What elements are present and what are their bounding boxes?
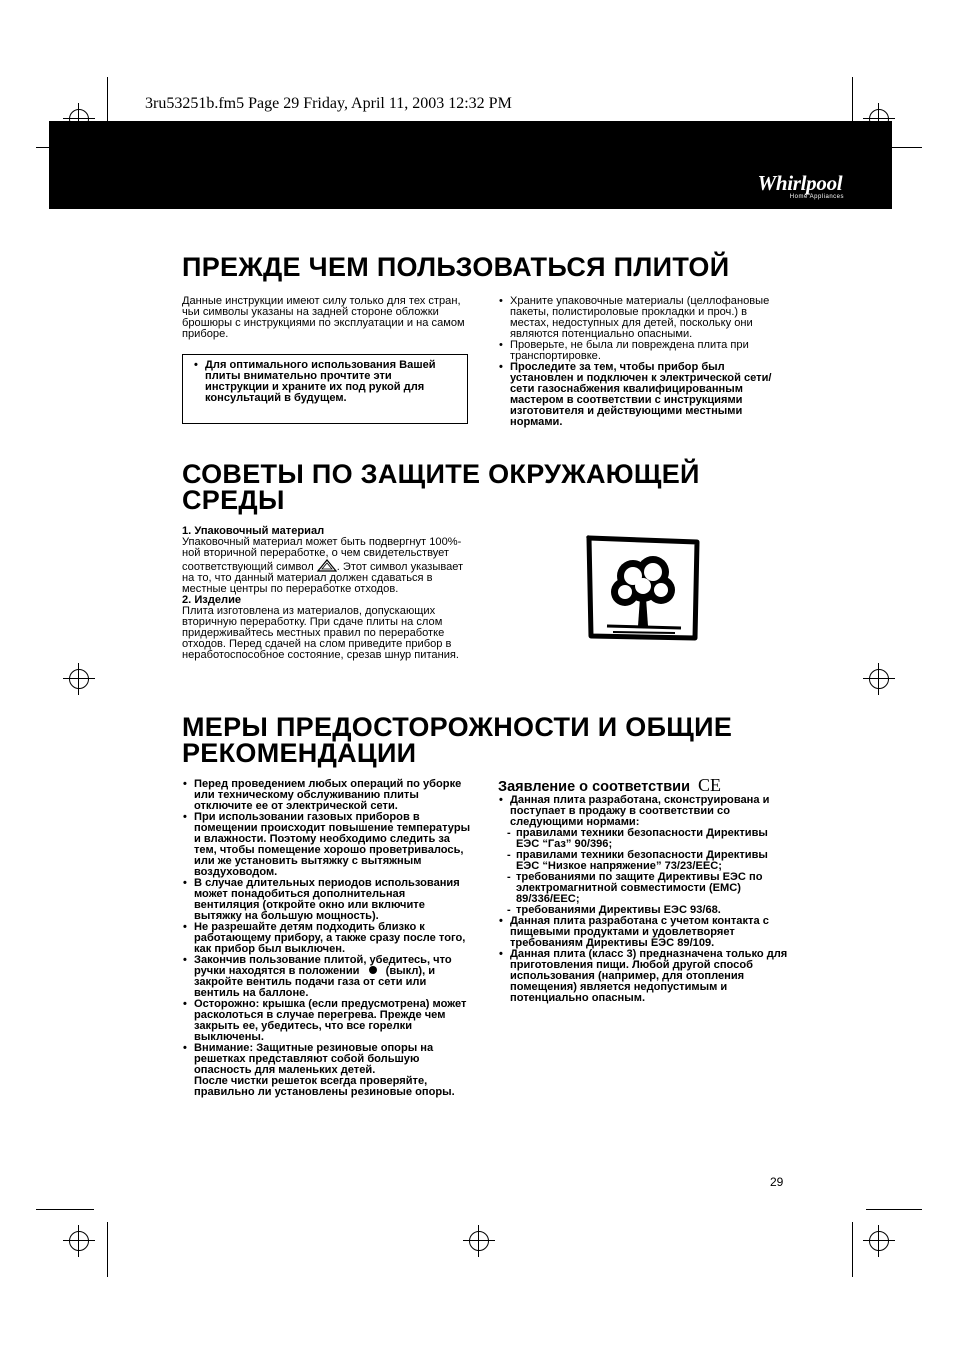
filled-circle-off-icon xyxy=(369,966,377,974)
section3-title xyxy=(182,714,732,766)
list-item: • Осторожно: крышка (если предусмотрена) может расколоться в случае перегрева. Прежде чем закрыть ее, убедитесь, что все горелки выключены. xyxy=(182,999,472,1043)
file-header: 3ru53251b.fm5 Page 29 Friday, April 11, 2003 12:32 PM xyxy=(145,95,512,112)
trim-line xyxy=(852,77,853,121)
conformity-section xyxy=(498,777,788,1004)
advice-box xyxy=(182,354,468,424)
registration-mark-icon xyxy=(63,663,95,695)
list-item: • При использовании газовых приборов в помещении происходит повышение температуры и влажности. Поэтому необходимо следить за тем, чтобы помещение хорошо проветривалось, или же установить вытяжку с вытяжным воздуховодом. xyxy=(182,812,472,878)
list-item xyxy=(498,795,788,916)
list-item: • Проверьте, не была ли повреждена плита при транспортировке. xyxy=(498,340,788,362)
list-item-text: Данная плита разработана, сконструирована и поступает в продажу в соответствии со следующими нормами: xyxy=(510,794,770,828)
list-item: • Данная плита разработана с учетом контакта с пищевыми продуктами и удовлетворяет требованиям Директивы ЕЭС 89/109. xyxy=(498,916,788,949)
list-item-text: (выкл), и закройте вентиль подачи газа от сети или вентиль на баллоне. xyxy=(194,965,436,999)
list-item-text: Закончив пользование плитой, убедитесь, что ручки находятся в положении xyxy=(194,954,452,977)
section2-body xyxy=(182,526,472,661)
registration-mark-icon xyxy=(63,1225,95,1257)
registration-mark-icon xyxy=(863,1225,895,1257)
subsection-text xyxy=(182,537,472,595)
trim-line xyxy=(107,77,108,121)
conformity-title-text: Заявление о соответствии xyxy=(498,779,690,795)
precautions-list xyxy=(182,779,472,1098)
list-item xyxy=(182,955,472,999)
recycle-triangle-icon xyxy=(317,559,337,572)
trim-line xyxy=(36,147,50,148)
brand-subtitle: Home Appliances xyxy=(789,194,844,200)
registration-mark-icon xyxy=(463,1225,495,1257)
list-item-text: • Внимание: Защитные резиновые опоры на решетках представляют собой большую опасность для маленьких детей. xyxy=(194,1042,434,1076)
trim-line xyxy=(892,147,922,148)
section2-title xyxy=(182,461,700,513)
subsection-text-a: Упаковочный материал может быть подвергнут 100%-ной вторичной переработке, о чем свидетельствует соответствующий символ xyxy=(182,536,462,573)
registration-mark-icon xyxy=(863,663,895,695)
list-item: • В случае длительных периодов использования может понадобиться дополнительная вентиляция (откройте окно или включите вытяжку на большую мощность). xyxy=(182,878,472,922)
advice-list xyxy=(193,360,457,404)
section3-title-line1: МЕРЫ ПРЕДОСТОРОЖНОСТИ И ОБЩИЕ xyxy=(182,712,733,742)
trim-line xyxy=(852,1222,853,1277)
list-item-text: После чистки решеток всегда проверяйте, правильно ли установлены резиновые опоры. xyxy=(194,1075,455,1098)
list-item: • Храните упаковочные материалы (целлофановые пакеты, полистироловые прокладки и проч.) в местах, недоступных для детей, поскольку они являются потенциально опасными. xyxy=(498,296,788,340)
subsection-text: Плита изготовлена из материалов, допускающих вторичную переработку. При сдаче плиты на слом придерживайтесь местных правил по переработке отходов. Перед сдачей на слом приведите прибор в неработоспособное состояние, срезав шнур питания. xyxy=(182,605,460,661)
subsection-title: 1. Упаковочный материал xyxy=(182,525,325,537)
trim-line xyxy=(36,1209,94,1210)
subsection-text-b: . Этот символ указывает на то, что данный материал должен сдаваться в местные центры по переработке отходов. xyxy=(182,561,464,595)
list-item: • Проследите за тем, чтобы прибор был установлен и подключен к электрической сети/сети газоснабжения квалифицированным мастером в соответствии с инструкциями изготовителя и действующими местными нормами. xyxy=(498,362,788,428)
list-item xyxy=(182,1043,472,1098)
section2-title-line2: СРЕДЫ xyxy=(182,485,285,515)
standard-item: - правилами техники безопасности Директивы ЕЭС “Низкое напряжение” 73/23/EEC; xyxy=(507,850,788,872)
section3-title-line2: РЕКОМЕНДАЦИИ xyxy=(182,738,417,768)
trim-line xyxy=(107,1222,108,1277)
subsection-title: 2. Изделие xyxy=(182,594,242,606)
whirlpool-logo xyxy=(756,172,844,201)
list-item: • Не разрешайте детям подходить близко к работающему прибору, а также сразу после того, как прибор был выключен. xyxy=(182,922,472,955)
page-number: 29 xyxy=(770,1175,784,1189)
standard-item: - требованиями Директивы ЕЭС 93/68. xyxy=(507,905,788,916)
brand-name: Whirlpool xyxy=(757,171,843,195)
standard-item: - требованиями по защите Директивы ЕЭС по электромагнитной совместимости (EMC) 89/336/EEC; xyxy=(507,872,788,905)
tidy-tree-icon xyxy=(585,534,703,644)
conformity-title xyxy=(498,777,788,795)
conformity-list xyxy=(498,795,788,1004)
list-item: • Перед проведением любых операций по уборке или техническому обслуживанию плиты отключите ее от электрической сети. xyxy=(182,779,472,812)
standards-list xyxy=(507,828,788,916)
section1-right-list xyxy=(498,296,788,428)
section1-title: ПРЕЖДЕ ЧЕМ ПОЛЬЗОВАТЬСЯ ПЛИТОЙ xyxy=(182,252,730,282)
ce-mark-icon: CE xyxy=(698,775,722,795)
list-item: • Данная плита (класс 3) предназначена только для приготовления пищи. Любой другой способ использования (например, для отопления помещения) является недопустимым и потенциально опасным. xyxy=(498,949,788,1004)
advice-note: • Для оптимального использования Вашей плиты внимательно прочтите эти инструкции и храните их под рукой для консультаций в будущем. xyxy=(193,360,457,404)
section1-intro: Данные инструкции имеют силу только для тех стран, чьи символы указаны на задней стороне обложки брошюры с инструкциями по эксплуатации и на самом приборе. xyxy=(182,295,465,340)
section2-title-line1: СОВЕТЫ ПО ЗАЩИТЕ ОКРУЖАЮЩЕЙ xyxy=(182,459,700,489)
trim-line xyxy=(866,1209,922,1210)
standard-item: - правилами техники безопасности Директивы ЕЭС “Газ” 90/396; xyxy=(507,828,788,850)
